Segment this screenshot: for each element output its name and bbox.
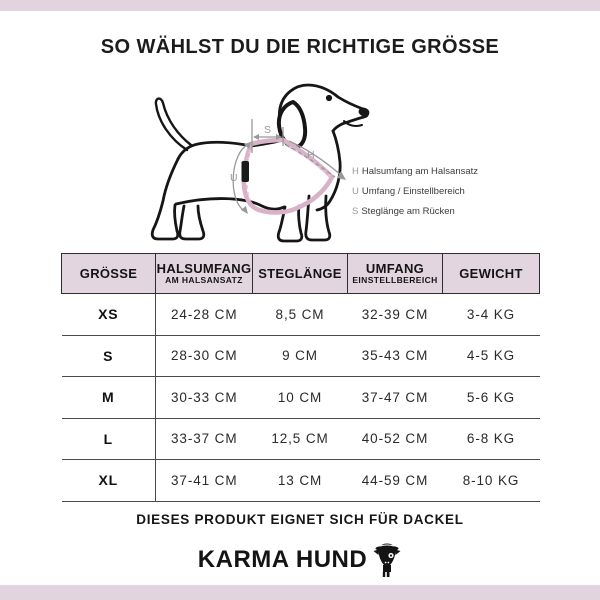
legend-text-s: Steglänge am Rücken [361,206,455,217]
neck-cell: 33-37 CM [156,418,253,460]
measurement-legend [352,162,478,222]
size-cell: XL [62,460,156,502]
umfang-cell: 32-39 CM [348,294,443,336]
brand-logo [0,538,600,582]
neck-cell: 24-28 CM [156,294,253,336]
table-row-xs [62,294,540,336]
page-title: SO WÄHLST DU DIE RICHTIGE GRÖSSE [100,36,500,58]
weight-cell: 3-4 KG [443,294,540,336]
size-cell: M [62,377,156,419]
size-table [61,253,540,502]
legend-line-h [352,162,478,182]
neck-cell: 37-41 CM [156,460,253,502]
dog-rear-leg [152,159,178,239]
umfang-cell: 40-52 CM [348,418,443,460]
legend-key-h: H [352,166,359,177]
neck-cell: 30-33 CM [156,377,253,419]
steg-cell: 12,5 CM [253,418,348,460]
legend-line-u [352,182,478,202]
arrowhead-u-bottom [241,206,248,214]
measure-label-h: H [307,149,315,161]
measure-label-s: S [264,124,272,136]
col-header-gewicht: GEWICHT [443,254,540,294]
legend-line-s [352,202,478,222]
neck-cell: 28-30 CM [156,335,253,377]
umfang-cell: 44-59 CM [348,460,443,502]
legend-text-u: Umfang / Einstellbereich [361,186,465,197]
steg-cell: 13 CM [253,460,348,502]
steg-cell: 10 CM [253,377,348,419]
size-cell: S [62,335,156,377]
weight-cell: 8-10 KG [443,460,540,502]
col-header-umfang: UMFANG EINSTELLBEREICH [348,254,443,294]
dog-rear-leg-far [180,206,204,239]
col-header-steglaenge: STEGLÄNGE [253,254,348,294]
size-table-header-row [62,254,540,294]
dog-belly [176,199,284,210]
umfang-cell: 35-43 CM [348,335,443,377]
col-header-halsumfang: HALSUMFANG AM HALSANSATZ [156,254,253,294]
table-row-s [62,335,540,377]
table-row-l [62,418,540,460]
brand-name: KARMA HUND [197,546,368,573]
top-accent-strip [0,0,600,11]
measure-label-u: U [230,172,238,184]
col-header-groesse: GRÖSSE [62,254,156,294]
harness-buckle [242,161,250,182]
weight-cell: 4-5 KG [443,335,540,377]
umfang-cell: 37-47 CM [348,377,443,419]
legend-text-h: Halsumfang am Halsansatz [361,166,479,177]
steg-cell: 9 CM [253,335,348,377]
bottom-accent-strip [0,585,600,600]
legend-key-u: U [352,186,359,197]
harness-girth-strap [244,144,332,212]
table-row-m [62,377,540,419]
size-cell: L [62,418,156,460]
arrowhead-s-left [253,134,259,140]
steg-cell: 8,5 CM [253,294,348,336]
weight-cell: 6-8 KG [443,418,540,460]
table-row-xl [62,460,540,502]
size-cell: XS [62,294,156,336]
product-suitability-note: DIESES PRODUKT EIGNET SICH FÜR DACKEL [136,512,464,527]
dog-eye [326,95,332,101]
legend-key-s: S [352,206,359,217]
dog-tail [156,99,191,150]
brand-dog-icon [372,539,402,581]
weight-cell: 5-6 KG [443,377,540,419]
